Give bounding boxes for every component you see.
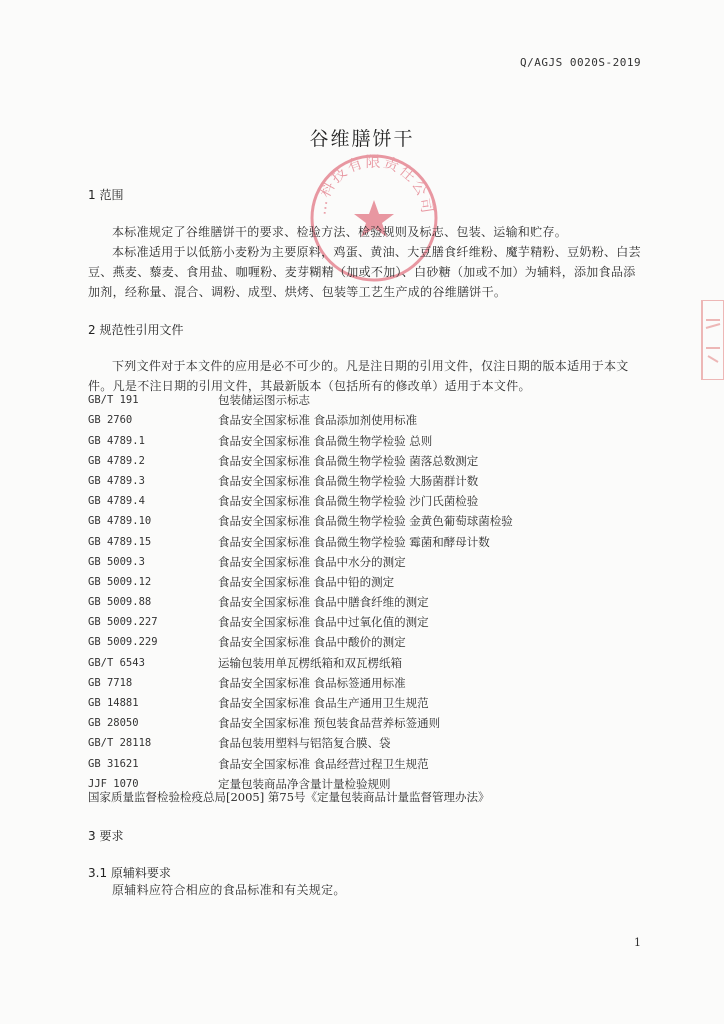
reference-row [88, 612, 648, 632]
standard-code: Q/AGJS 0020S-2019 [520, 56, 642, 69]
reference-code: GB 4789.10 [88, 515, 152, 528]
reference-title: 定量包装商品净含量计量检验规则 [218, 776, 391, 791]
document-title: 谷维膳饼干 [309, 128, 415, 150]
reference-title: 食品安全国家标准 食品微生物学检验 总则 [218, 433, 433, 448]
reference-code: GB 4789.1 [88, 434, 145, 447]
reference-code: GB 5009.12 [88, 575, 152, 588]
reference-code: GB 7718 [88, 676, 133, 689]
reference-title: 食品安全国家标准 食品微生物学检验 大肠菌群计数 [218, 473, 479, 488]
reference-title: 食品安全国家标准 预包装食品营养标签通则 [218, 716, 441, 731]
reference-row [88, 451, 648, 471]
reference-row [88, 431, 648, 451]
reference-code: GB/T 6543 [88, 656, 145, 669]
reference-code: GB 28050 [88, 717, 139, 730]
reference-title: 食品安全国家标准 食品中过氧化值的测定 [218, 615, 429, 630]
reference-row [88, 471, 648, 491]
scope-paragraph: 本标准规定了谷维膳饼干的要求、检验方法、检验规则及标志、包装、运输和贮存。 [112, 225, 568, 239]
reference-title: 食品安全国家标准 食品中膳食纤维的测定 [218, 595, 429, 610]
reference-row [88, 673, 648, 693]
reference-row [88, 410, 648, 430]
reference-row [88, 693, 648, 713]
reference-code: GB 2760 [88, 414, 133, 427]
reference-code: GB 31621 [88, 757, 139, 770]
reference-code: GB 5009.88 [88, 596, 152, 609]
reference-row [88, 532, 648, 552]
reference-title: 食品安全国家标准 食品添加剂使用标准 [218, 413, 418, 428]
section-2-heading: 2 规范性引用文件 [88, 323, 184, 337]
section-3-1-heading: 3.1 原辅料要求 [88, 866, 171, 880]
reference-title: 食品安全国家标准 食品微生物学检验 金黄色葡萄球菌检验 [218, 514, 513, 529]
reference-row [88, 713, 648, 733]
reference-row [88, 632, 648, 652]
references-intro: 下列文件对于本文件的应用是必不可少的。凡是注日期的引用文件，仅注日期的版本适用于本文件。凡是不注日期的引用文件，其最新版本（包括所有的修改单）适用于本文件。 [88, 359, 629, 393]
reference-code: GB 4789.15 [88, 535, 152, 548]
section-3-1-body [88, 880, 643, 900]
reference-code: GB 4789.2 [88, 454, 145, 467]
reference-list [88, 370, 648, 794]
reference-title: 食品安全国家标准 食品微生物学检验 菌落总数测定 [218, 453, 479, 468]
reference-row [88, 511, 648, 531]
reference-code: GB/T 28118 [88, 737, 152, 750]
reference-code: GB 4789.4 [88, 495, 145, 508]
reference-row [88, 653, 648, 673]
reference-code: GB 5009.229 [88, 636, 158, 649]
section-3-heading: 3 要求 [88, 829, 124, 843]
reference-title: 食品安全国家标准 食品微生物学检验 沙门氏菌检验 [218, 494, 479, 509]
reference-title: 食品安全国家标准 食品微生物学检验 霉菌和酵母计数 [218, 534, 490, 549]
reference-row [88, 572, 648, 592]
section-1-body [88, 222, 643, 302]
reference-code: GB 4789.3 [88, 474, 145, 487]
reference-title: 食品包装用塑料与铝箔复合膜、袋 [218, 736, 391, 751]
reference-row [88, 552, 648, 572]
reference-code: GB/T 191 [88, 394, 139, 407]
reference-code: GB 5009.3 [88, 555, 145, 568]
edge-stamp [700, 300, 724, 380]
reference-row [88, 733, 648, 753]
applicability-paragraph: 本标准适用于以低筋小麦粉为主要原料，鸡蛋、黄油、大豆膳食纤维粉、魔芋精粉、豆奶粉、白芸豆、燕麦、藜麦、食用盐、咖喱粉、麦芽糊精（加或不加）、白砂糖（加或不加）为辅料，添加食品添加剂，经称量、混合、调粉、成型、烘烤、包装等工艺生产成的谷维膳饼干。 [88, 245, 641, 299]
reference-row [88, 592, 648, 612]
reference-title: 食品安全国家标准 食品中水分的测定 [218, 554, 406, 569]
reference-title: 食品安全国家标准 食品生产通用卫生规范 [218, 696, 429, 710]
reference-title: 食品安全国家标准 食品中铅的测定 [218, 574, 395, 589]
reference-title: 包装储运图示标志 [218, 393, 310, 408]
reference-row [88, 754, 648, 774]
reference-code: JJF 1070 [88, 777, 139, 790]
reference-code: GB 5009.227 [88, 616, 158, 629]
reference-title: 食品安全国家标准 食品标签通用标准 [218, 675, 406, 690]
reference-code: GB 14881 [88, 697, 139, 709]
reference-row [88, 491, 648, 511]
reference-title: 运输包装用单瓦楞纸箱和双瓦楞纸箱 [218, 655, 402, 670]
regulation-note: 国家质量监督检验检疫总局[2005] 第75号《定量包装商品计量监督管理办法》 [88, 790, 490, 804]
reference-title: 食品安全国家标准 食品中酸价的测定 [218, 635, 406, 650]
reference-row [88, 390, 648, 410]
raw-material-requirement: 原辅料应符合相应的食品标准和有关规定。 [112, 883, 346, 897]
seal-text: …科技有限责任公司 [311, 152, 437, 217]
page-number: 1 [634, 936, 641, 949]
reference-title: 食品安全国家标准 食品经营过程卫生规范 [218, 756, 429, 771]
section-1-heading: 1 范围 [88, 188, 124, 202]
